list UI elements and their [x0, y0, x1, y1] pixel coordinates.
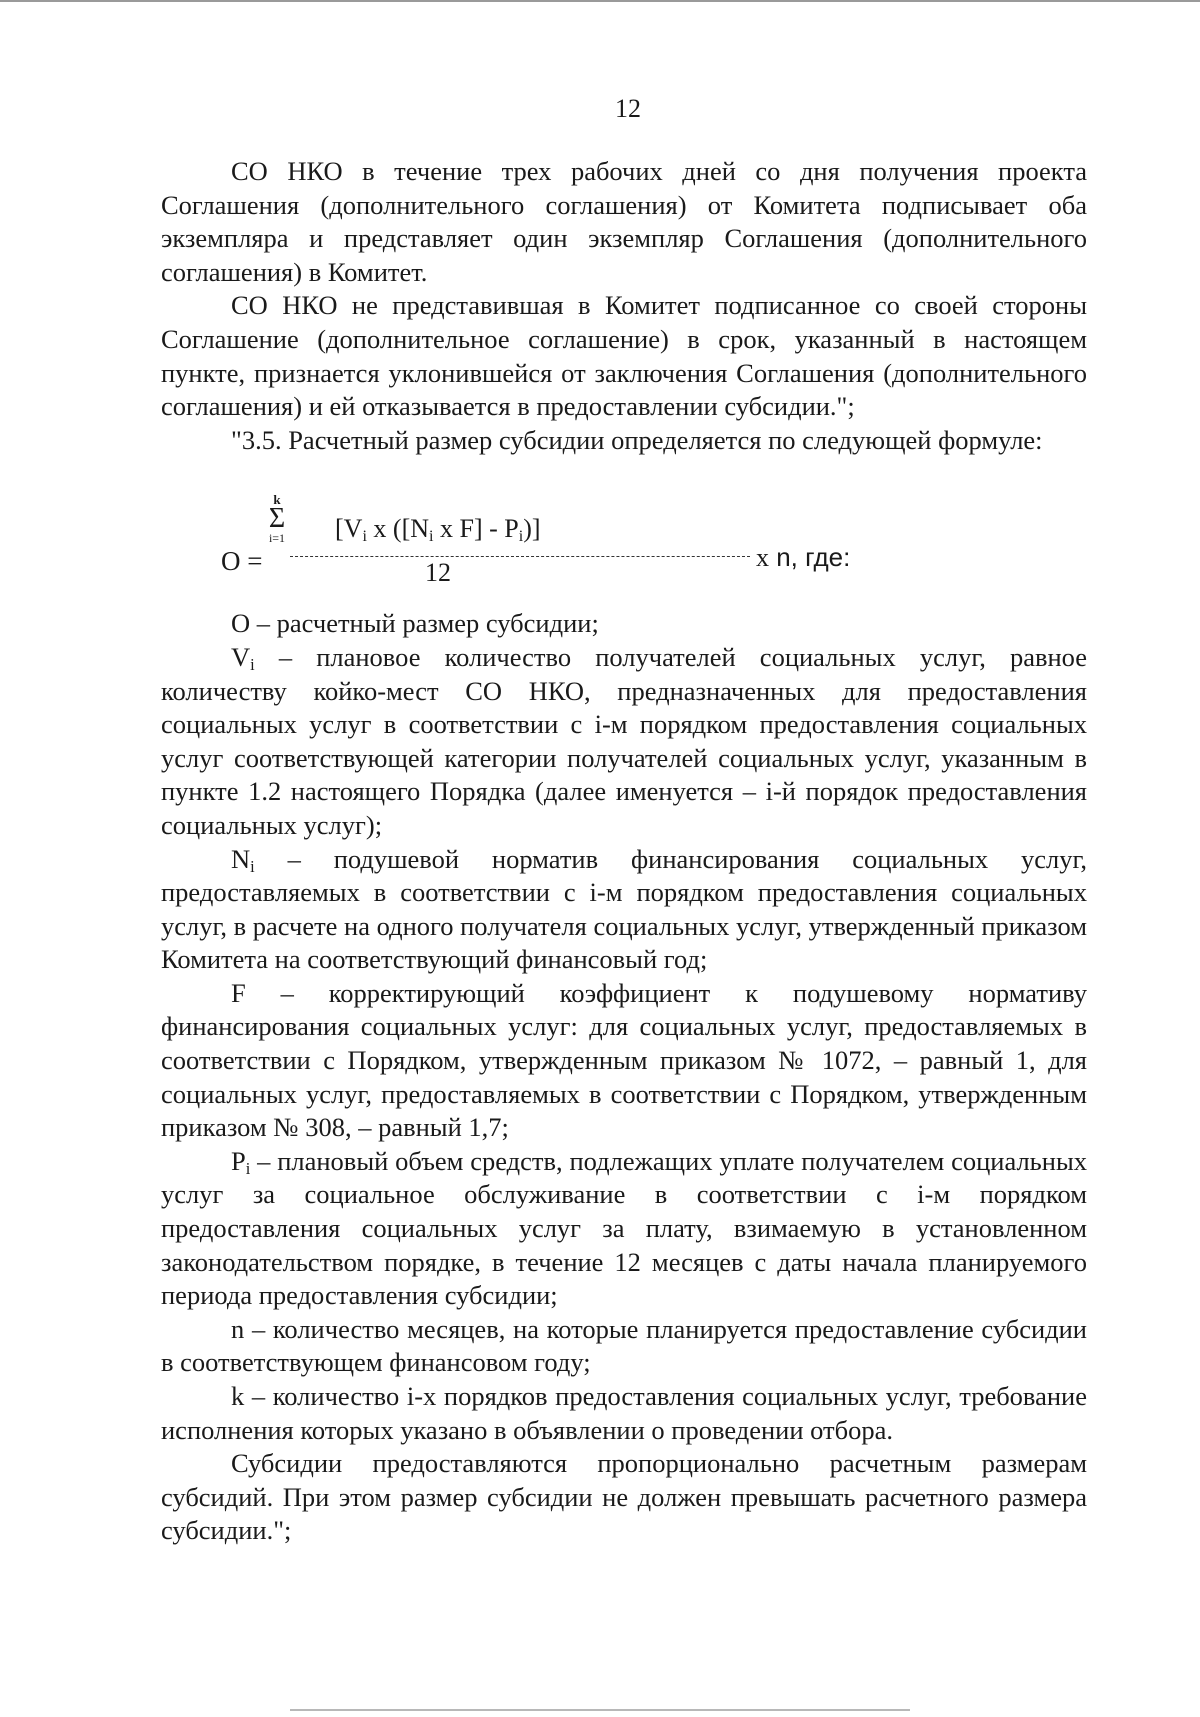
sum-lower-limit: i=1: [268, 531, 286, 546]
paragraph-formula-intro: "3.5. Расчетный размер субсидии определяется по следующей формуле:: [231, 424, 1043, 455]
sigma-symbol: Σ: [268, 503, 286, 535]
formula-lhs: O =: [221, 546, 263, 577]
paragraph-closing: Субсидии предоставляются пропорционально расчетным размерам субсидий. При этом размер субсидии не должен превышать расчетного размера субсидии.";: [161, 1448, 1087, 1546]
definition-n: $N_i$ – подушевой норматив финансирования социальных услуг, предоставляемых в соответствии с i-м порядком предоставления социальных услуг, в расчете на одного получателя социальных услуг, утвержденный приказом Комитета на соответствующий финансовый год;: [161, 843, 1088, 975]
fraction-bar: [290, 556, 750, 557]
scan-edge-bottom: [290, 1709, 910, 1711]
paragraph-signing: СО НКО в течение трех рабочих дней со дня получения проекта Соглашения (дополнительного соглашения) от Комитета подписывает оба экземпляра и представляет один экземпляр Соглашения (дополнительного соглашения) в Комитет.: [161, 156, 1087, 287]
definition-f: F – корректирующий коэффициент к подушевому нормативу финансирования социальных услуг: для социальных услуг, предоставляемых в соответствии с Порядком, утвержденным приказом № 1072, – равный 1, для социальных услуг, предоставляемых в соответствии с Порядком, утвержденным приказом № 308, – равный 1,7;: [161, 977, 1087, 1143]
definition-p: $P_i$ – плановый объем средств, подлежащих уплате получателем социальных услуг за социальное обслуживание в соответствии с i-м порядком предоставления социальных услуг за плату, взимаемую в установленном законодательством порядке, в течение 12 месяцев с даты начала планируемого периода предоставления субсидии;: [161, 1145, 1087, 1311]
definition-v: $V_i$ – плановое количество получателей социальных услуг, равное количеству койко-мест СО НКО, предназначенных для предоставления социальных услуг в соответствии с i-м порядком предоставления социальных услуг соответствующей категории получателей социальных услуг, указанным в пункте 1.2 настоящего Порядка (далее именуется – i-й порядок предоставления социальных услуг);: [161, 641, 1087, 840]
sum-operator: [265, 493, 289, 544]
scan-edge-top: [0, 0, 1200, 2]
definition-months: n – количество месяцев, на которые планируется предоставление субсидии в соответствующем финансовом году;: [161, 1313, 1087, 1378]
page-number: 12: [615, 94, 641, 123]
definition-k: k – количество i-х порядков предоставления социальных услуг, требование исполнения которых указано в объявлении о проведении отбора.: [161, 1381, 1087, 1445]
paragraph-evasion: СО НКО не представившая в Комитет подписанное со своей стороны Соглашение (дополнительное соглашение) в срок, указанный в настоящем пункте, признается уклонившейся от заключения Соглашения (дополнительного соглашения) и ей отказывается в предоставлении субсидии.";: [161, 290, 1087, 422]
formula-tail: x n, где:: [756, 542, 851, 573]
document-body: [161, 155, 1087, 1548]
formula-numerator: [$V_i$ x ([$N_i$ x $F] - P_i$)]: [335, 514, 541, 546]
definition-o: О – расчетный размер субсидии;: [231, 608, 599, 639]
formula-denominator: 12: [425, 558, 451, 588]
sum-upper-limit: k: [273, 492, 281, 508]
subsidy-formula: [161, 457, 1087, 607]
